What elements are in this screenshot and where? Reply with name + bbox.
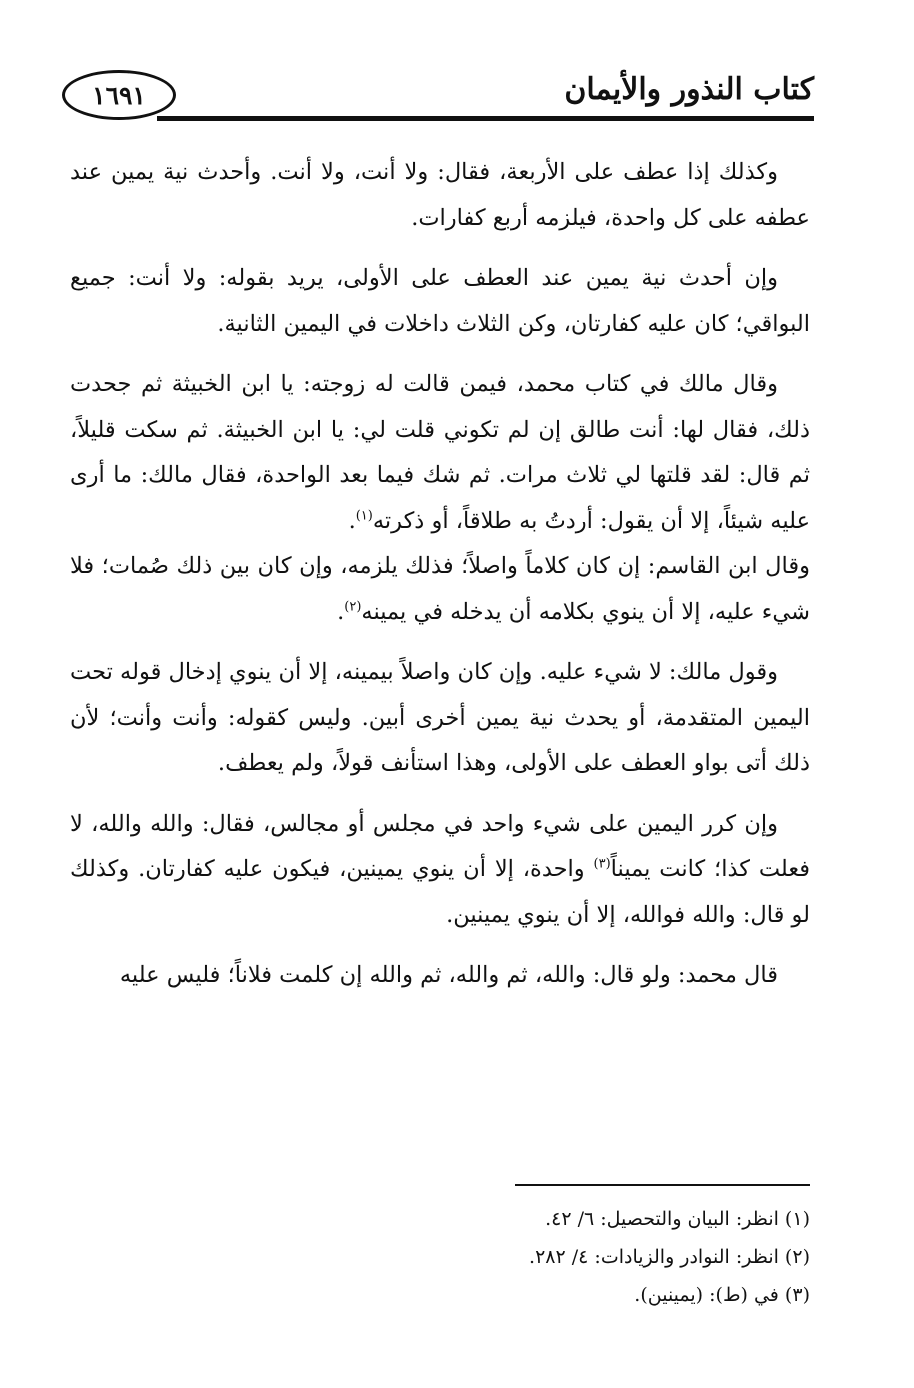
paragraph-5 bbox=[70, 802, 810, 939]
book-title: كتاب النذور والأيمان bbox=[564, 72, 814, 107]
page-number: ١٦٩١ bbox=[62, 70, 176, 120]
paragraph-2: وإن أحدث نية يمين عند العطف على الأولى، يريد بقوله: ولا أنت: جميع البواقي؛ كان عليه كفارتان، وكن الثلاث داخلات في اليمين الثانية. bbox=[70, 265, 810, 337]
footnote-ref-2: (٢) bbox=[344, 599, 362, 614]
footnote-ref-3: (٣) bbox=[593, 856, 611, 872]
paragraph-3-text-b: . bbox=[348, 507, 356, 534]
footnote-ref-1: (١) bbox=[355, 508, 373, 523]
paragraph-3b-text-a: وقال ابن القاسم: إن كان كلاماً واصلاً؛ فذلك يلزمه، وإن كان بين ذلك صُمات؛ فلا شيء عليه، إلا أن ينوي بكلامه أن يدخله في يمينه bbox=[70, 553, 810, 625]
paragraph-1: وكذلك إذا عطف على الأربعة، فقال: ولا أنت، ولا أنت. وأحدث نية يمين عند عطفه على كل واحدة، فيلزمه أربع كفارات. bbox=[70, 159, 810, 231]
paragraph-3b bbox=[70, 544, 810, 635]
footnote-2: (٢) انظر: النوادر والزيادات: ٤/ ٢٨٢. bbox=[529, 1246, 810, 1268]
footnote-3: (٣) في (ط): (يمينين). bbox=[634, 1284, 810, 1306]
footnote-separator bbox=[515, 1184, 810, 1186]
paragraph-5-text-b: واحدة، إلا أن ينوي يمينين، فيكون عليه كفارتان. وكذلك لو قال: والله فوالله، إلا أن ينوي يمينين. bbox=[70, 856, 810, 928]
paragraph-5-text-a: وإن كرر اليمين على شيء واحد في مجلس أو مجالس، فقال: والله والله، لا فعلت كذا؛ كانت يميناً bbox=[70, 810, 810, 882]
paragraph-3-text-a: وقال مالك في كتاب محمد، فيمن قالت له زوجته: يا ابن الخبيثة ثم جحدت ذلك، فقال لها: أنت طالق إن لم تكوني قلت لي: يا ابن الخبيثة. ثم سكت قليلاً، ثم قال: لقد قلتها لي ثلاث مرات. ثم شك فيما بعد الواحدة، فقال مالك: ما أرى عليه شيئاً، إلا أن يقول: أردتُ به طلاقاً، أو ذكرته bbox=[70, 371, 810, 534]
footnote-1: (١) انظر: البيان والتحصيل: ٦/ ٤٢. bbox=[545, 1208, 810, 1230]
header-rule bbox=[157, 116, 814, 121]
page-header bbox=[62, 66, 814, 126]
paragraph-3 bbox=[70, 362, 810, 544]
paragraph-4: وقول مالك: لا شيء عليه. وإن كان واصلاً بيمينه، إلا أن ينوي إدخال قوله تحت اليمين المتقدمة، أو يحدث نية يمين أخرى أبين. وليس كقوله: وأنت وأنت؛ لأن ذلك أتى بواو العطف على الأولى، وهذا استأنف قولاً، ولم يعطف. bbox=[70, 659, 810, 776]
main-text bbox=[70, 150, 810, 1014]
paragraph-3b-text-b: . bbox=[337, 598, 345, 625]
footnotes bbox=[110, 1200, 810, 1314]
paragraph-6: قال محمد: ولو قال: والله، ثم والله، ثم والله إن كلمت فلاناً؛ فليس عليه bbox=[119, 962, 778, 988]
